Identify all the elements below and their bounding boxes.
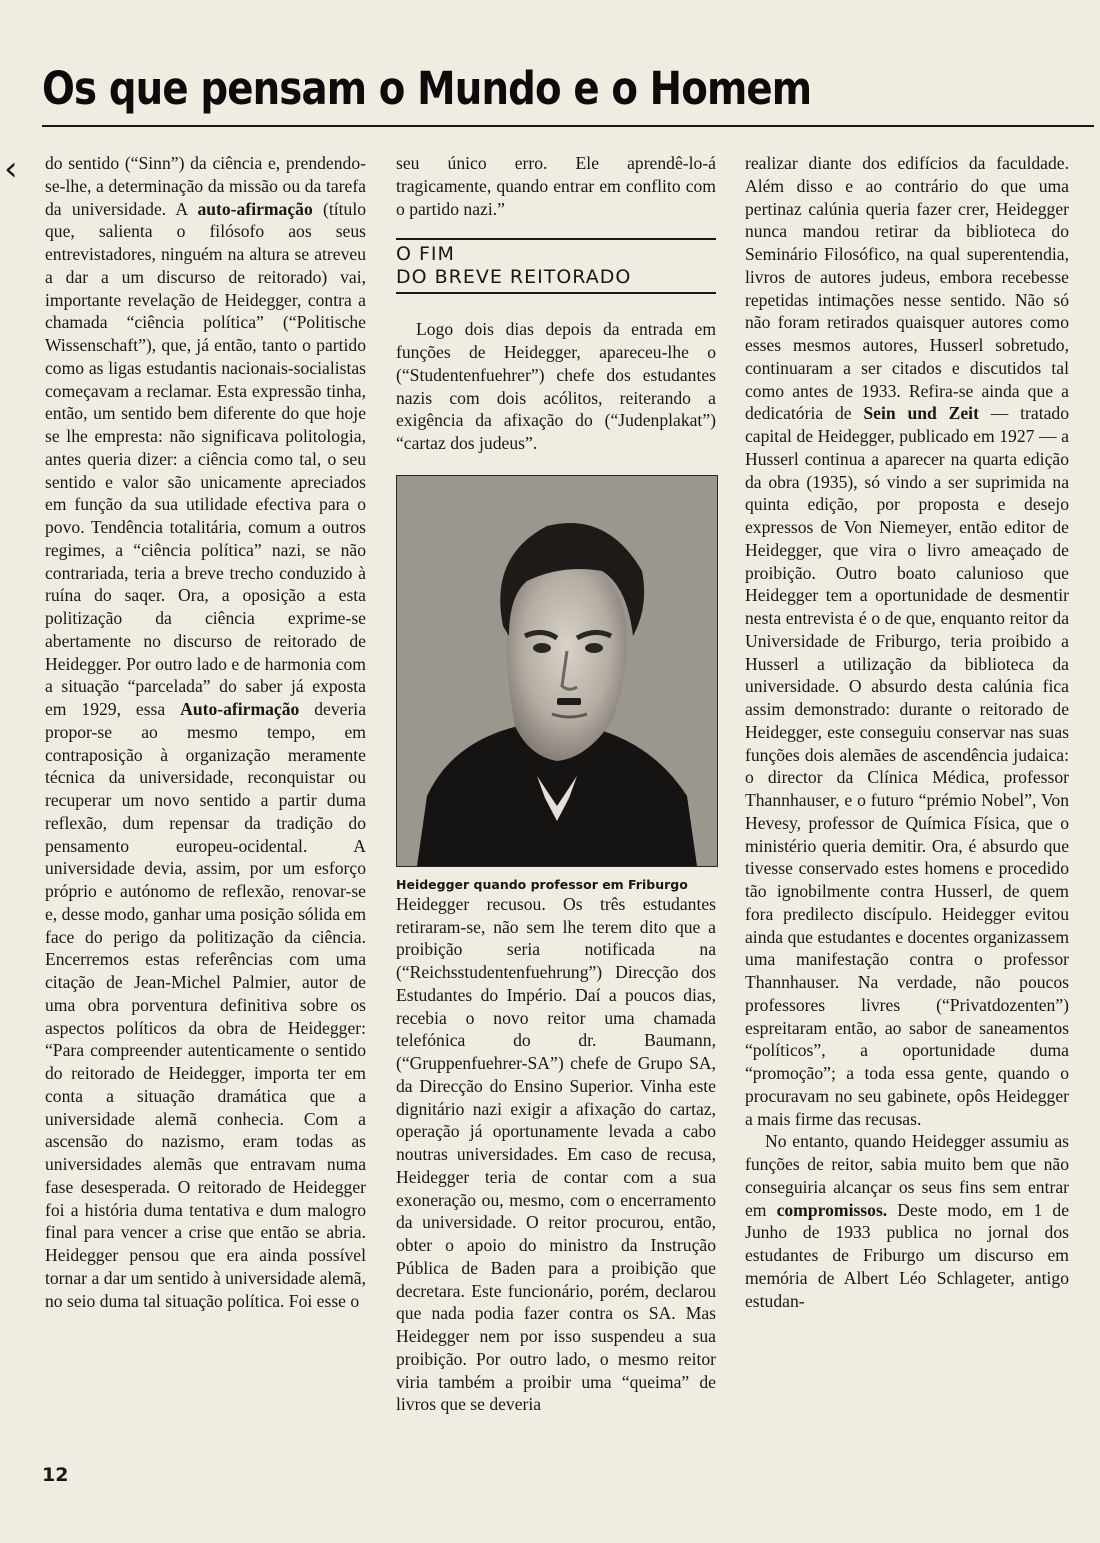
subhead-line-1: O FIM [396,243,455,266]
column-3 [745,152,1069,1312]
bold-term: Auto-afirmação [180,699,300,719]
text-run: (título que, salienta o filósofo aos seus entrevistadores, ninguém na altura se atreveu a dar a um discurso de reitorado) vai, importante revelação de Heidegger, contra a chamada “ciência política” (“Politische Wissenschaft”), que, já então, tanto o partido como as ligas estudantis nacionais-socialistas começavam a reclamar. Esta expressão tinha, então, um sentido bem diferente do que hoje se lhe empresta: não significava politologia, antes queria dizer: a ciência como tal, o seu sentido e valor são unicamente apreciados em função da sua utilidade efectiva para o povo. Tendência totalitária, comum a outros regimes, a “ciência política” nazi, se não contrariada, teria a breve trecho conduzido à ruína do saqer. Ora, a oposição a esta politização da ciência exprime-se abertamente no discurso de reitorado de Heidegger. Por outro lado e de harmonia com a situação “parcelada” do saber já exposta em 1929, essa [45,198,367,719]
text-run: Deste modo, em 1 de Junho de 1933 publica no jornal dos estudantes de Friburgo um discurso em memória de Albert Léo Schlageter, antigo estudan- [745,1199,1069,1311]
column-2 [396,152,716,1416]
portrait-photo [396,475,718,867]
subhead-line-2: DO BREVE REITORADO [396,266,632,289]
section-subhead [396,238,716,294]
bold-term: compromissos. [776,1199,888,1220]
column-1 [45,152,366,1312]
bold-term: Sein und Zeit [863,403,979,424]
bold-term: auto-afirmação [197,198,313,219]
column-1-paragraph [45,152,366,1312]
photo-caption: Heidegger quando professor em Friburgo [396,876,688,892]
text-run: deveria propor-se ao mesmo tempo, em contraposição à organização meramente técnica da universidade, reconquistar ou recuperar um novo sentido a partir duma reflexão, dum repensar da tradição do pensamento europeu-ocidental. A universidade devia, assim, por um esforço próprio e autónomo de reflexão, renovar-se e, desse modo, ganhar uma posição sólida em face do perigo da politização da ciência. Encerremos estas referências com uma citação de Jean-Michel Palmier, autor de uma obra porventura definitiva sobre os aspectos políticos da obra de Heidegger: “Para compreender autenticamente o sentido do reitorado de Heidegger, importa ter em conta a situação dramática que a universidade alemã conhecia. Com a ascensão do nazismo, eram todas as universidades alemãs que entravam numa fase desesperada. O reitorado de Heidegger foi a história duma tentativa e dum malogro final para vencer a crise que então se abria. Heidegger pensou que era ainda possível tornar a dar um sentido à universidade alemã, no seio duma tal situação política. Foi esse o [45,699,367,1311]
text-run: No entanto, quando Heidegger assumiu as funções de reitor, sabia muito bem que não conseguiria alcançar os seus fins sem entrar em [745,1131,1069,1220]
page-number: 12 [42,1464,69,1486]
column-3-paragraph-2 [745,1130,1069,1312]
column-3-paragraph-1 [745,152,1069,1130]
page-title: Os que pensam o Mundo e o Homem [42,62,812,115]
text-run: realizar diante dos edifícios da faculdade. Além disso e ao contrário do que uma pertinaz calúnia queria fazer crer, Heidegger nunca mandou retirar da biblioteca do Seminário Filosófico, na qual superentendia, livros de autores judeus, embora recebesse repetidas intimações nesse sentido. Não só não foram retirados quaisquer autores como esses mesmos autores, Husserl sobretudo, continuaram a ser citados e discutidos tal como antes de 1933. Refira-se ainda que a dedicatória de [745,153,1069,424]
text-run: do sentido (“Sinn”) da ciência e, prendendo-se-lhe, a determinação da missão ou da tarefa da universidade. A [45,153,366,219]
text-run: — tratado capital de Heidegger, publicado em 1927 — a Husserl continua a aparecer na quarta edição da obra (1935), só vindo a ser suprimida na quinta edição, por proposta e desejo expressos de Von Niemeyer, então editor de Heidegger, que vira o livro ameaçado de proibição. Outro boato calunioso que Heidegger tem a oportunidade de desmentir nesta entrevista é o de que, enquanto reitor da Universidade de Friburgo, teria proibido a Husserl a utilização da biblioteca da universidade. O absurdo desta calúnia fica assim demonstrado: durante o reitorado de Heidegger, este conseguiu conservar nas suas funções dois alemães de ascendência judaica: o director da Clínica Médica, professor Thannhauser, e o futuro “prémio Nobel”, Von Hevesy, professor de Química Física, que o ministério queria demitir. Ora, é absurdo que tivesse conservado estes homens e procedido tão ignobilmente contra Husserl, de quem fora predilecto discípulo. Heidegger evitou ainda que estudantes e docentes organizassem uma manifestação contra o professor Thannhauser. Na verdade, não poucos professores livres (“Privatdozenten”) espreitaram então, ao sabor de saneamentos “políticos”, a oportunidade duma “promoção”; a toda essa gente, quando o procuravam no seu gabinete, opôs Heidegger a mais firme das recusas. [745,403,1069,1129]
title-rule [42,125,1094,127]
continuation-arrow-icon: ‹ [4,149,18,189]
portrait-illustration [397,476,717,866]
column-2-paragraph-3: Heidegger recusou. Os três estudantes retiraram-se, não sem lhe terem dito que a proibição seria notificada na (“Reichsstudentenfuehrung”) Direcção dos Estudantes do Império. Daí a poucos dias, recebia o novo reitor uma chamada telefónica do dr. Baumann, (“Gruppenfuehrer-SA”) chefe de Grupo SA, da Direcção do Ensino Superior. Vinha este dignitário nazi exigir a afixação do cartaz, operação já oportunamente levada a cabo noutras universidades. Em caso de recusa, Heidegger teria de contar com a sua exoneração ou, mesmo, com o encerramento da universidade. O reitor procurou, então, obter o apoio do ministro da Instrução Pública de Baden para a proibição que decretara. Este funcionário, porém, declarou que nada podia fazer contra os SA. Mas Heidegger nem por isso suspendeu a sua proibição. Por outro lado, o mesmo reitor viria também a proibir uma “queima” de livros que se deveria [396,893,716,1415]
column-2-paragraph-1: seu único erro. Ele aprendê-lo-á tragicamente, quando entrar em conflito com o partido nazi.” [396,153,716,219]
column-2-paragraph-2: Logo dois dias depois da entrada em funções de Heidegger, apareceu-lhe o (“Studentenfuehrer”) chefe dos estudantes nazis com dois acólitos, reiterando a exigência da afixação do (“Judenplakat”) “cartaz dos judeus”. [396,319,716,453]
